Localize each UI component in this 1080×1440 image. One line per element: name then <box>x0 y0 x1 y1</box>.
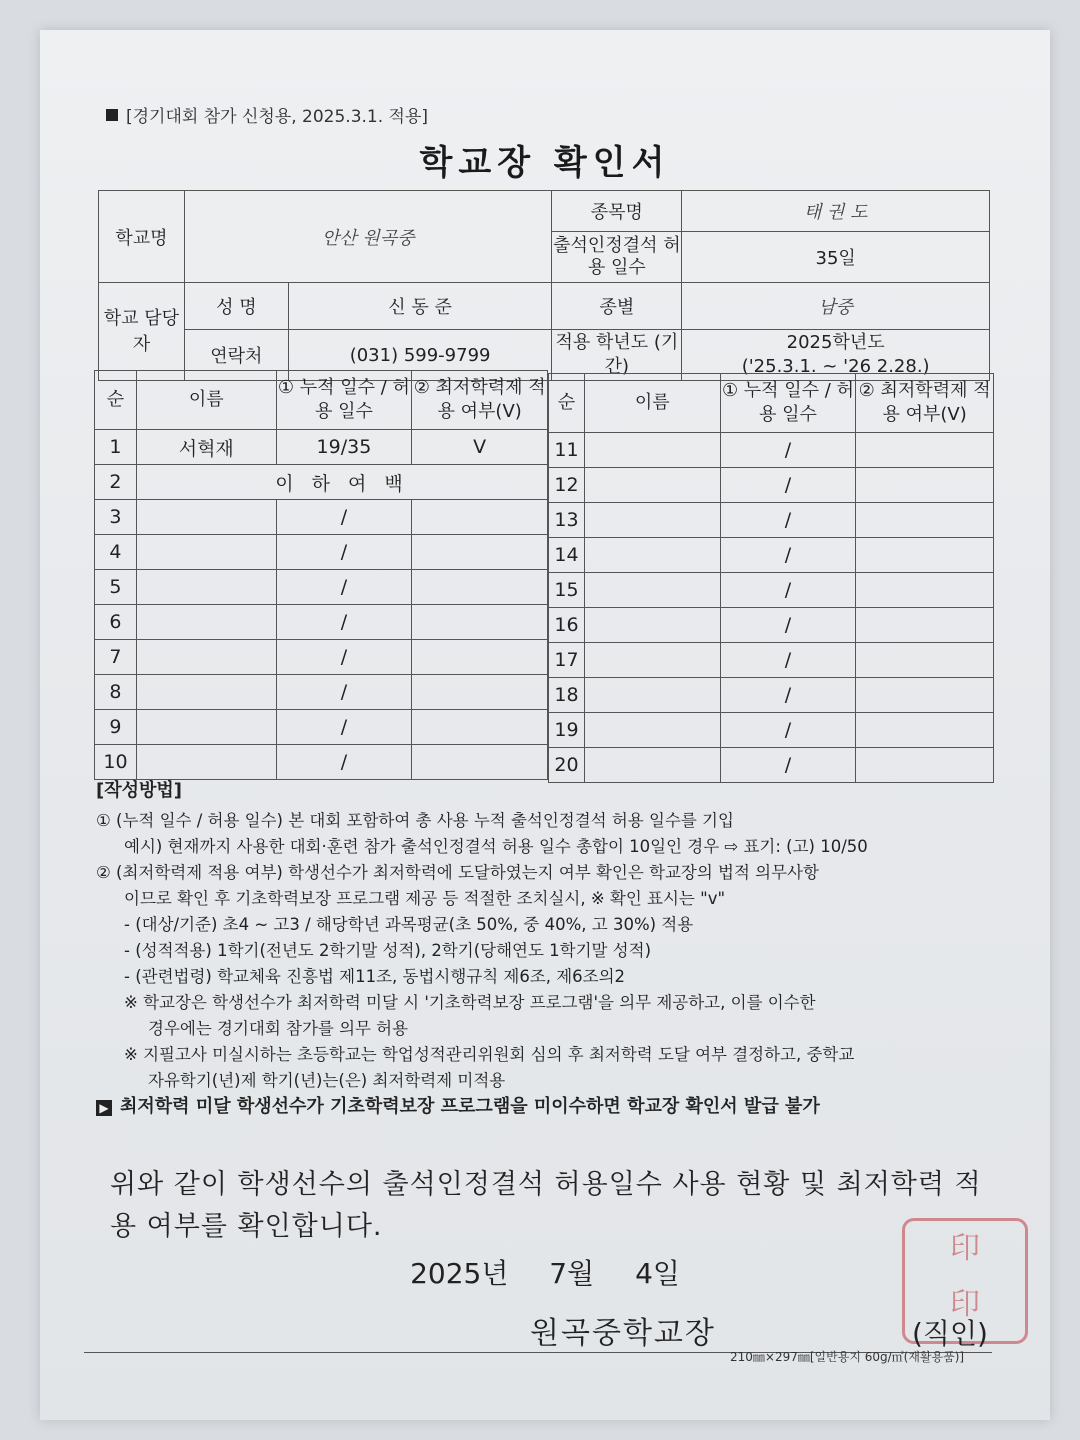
instruction-item-1-example: 예시) 현재까지 사용한 대회·훈련 참가 출석인정결석 허용 일수 총합이 10일인 경우 ⇨ 표기: (고) 10/50 <box>124 837 868 856</box>
form-note <box>106 102 428 127</box>
row-name <box>136 710 276 745</box>
row-no: 7 <box>95 640 137 675</box>
row-name <box>136 500 276 535</box>
col-days-header: ① 누적 일수 / 허용 일수 <box>276 371 412 430</box>
square-bullet-icon <box>106 109 118 121</box>
col-name-header: 이름 <box>136 371 276 430</box>
instruction-item-1: ① (누적 일수 / 허용 일수) 본 대회 포함하여 총 사용 누적 출석인정결석 허용 일수를 기입 <box>96 811 734 830</box>
issue-date <box>40 1252 1050 1292</box>
row-check <box>856 608 994 643</box>
row-days: / <box>720 608 856 643</box>
table-row <box>549 678 994 713</box>
instruction-item-2-cont: 이므로 확인 후 기초학력보장 프로그램 제공 등 적절한 조치실시, ※ 확인 표시는 "v" <box>124 889 726 908</box>
name-value: 신 동 준 <box>288 283 552 330</box>
notice <box>96 1094 996 1120</box>
row-no: 19 <box>549 713 585 748</box>
confirmation-text: 위와 같이 학생선수의 출석인정결석 허용일수 사용 현황 및 최저학력 적용 여부를 확인합니다. <box>110 1169 982 1242</box>
table-row <box>549 468 994 503</box>
table-row <box>95 465 548 500</box>
instruction-note-1-cont: 경우에는 경기대회 참가를 의무 허용 <box>148 1019 409 1038</box>
row-days: / <box>720 538 856 573</box>
row-name <box>136 570 276 605</box>
school-label: 학교명 <box>99 191 185 283</box>
row-no: 10 <box>95 745 137 780</box>
instruction-note-2-cont: 자유학기(년)제 학기(년)는(은) 최저학력제 미적용 <box>148 1071 506 1090</box>
instruction-note-2: ※ 지필고사 미실시하는 초등학교는 학업성적관리위원회 심의 후 최저학력 도달 여부 결정하고, 중학교 <box>124 1045 855 1064</box>
row-days: / <box>720 678 856 713</box>
row-check <box>856 713 994 748</box>
row-no: 9 <box>95 710 137 745</box>
row-name <box>584 608 720 643</box>
days-value: 35일 <box>682 232 990 283</box>
row-check <box>412 640 548 675</box>
contact-label: 연락처 <box>184 330 288 381</box>
row-check <box>412 675 548 710</box>
row-no: 17 <box>549 643 585 678</box>
row-no: 16 <box>549 608 585 643</box>
row-name <box>136 640 276 675</box>
row-name <box>136 675 276 710</box>
form-note-text: [경기대회 참가 신청용, 2025.3.1. 적용] <box>126 107 429 127</box>
student-list-right <box>548 373 994 783</box>
year-period: ('25.3.1. ~ '26 2.28.) <box>741 356 930 377</box>
document-sheet <box>40 30 1050 1420</box>
col-min-header: ② 최저학력제 적용 여부(V) <box>856 374 994 433</box>
table-row <box>95 745 548 780</box>
table-row <box>549 608 994 643</box>
sport-label: 종목명 <box>552 191 682 232</box>
row-days: / <box>720 713 856 748</box>
gender-label: 종별 <box>552 283 682 330</box>
table-row <box>549 503 994 538</box>
row-no: 4 <box>95 535 137 570</box>
row-name <box>584 538 720 573</box>
row-days: / <box>276 605 412 640</box>
col-no-header: 순 <box>549 374 585 433</box>
row-check <box>412 605 548 640</box>
instructions <box>96 778 996 1120</box>
paper-spec: 210㎜×297㎜[일반용지 60g/㎡(재활용품)] <box>730 1350 965 1364</box>
info-table <box>98 190 990 381</box>
row-no: 6 <box>95 605 137 640</box>
row-days: / <box>720 468 856 503</box>
row-check <box>412 500 548 535</box>
row-name <box>584 713 720 748</box>
gender-value: 남중 <box>682 283 990 330</box>
table-row <box>549 643 994 678</box>
row-no: 1 <box>95 430 137 465</box>
row-check <box>856 538 994 573</box>
row-days: / <box>720 433 856 468</box>
year-label: 적용 학년도 (기간) <box>552 330 682 381</box>
days-label: 출석인정결석 허용 일수 <box>552 232 682 283</box>
row-days: / <box>276 745 412 780</box>
year-value: 2025학년도 <box>786 332 885 353</box>
row-name <box>136 745 276 780</box>
row-check <box>856 433 994 468</box>
row-name <box>136 535 276 570</box>
instruction-item-2: ② (최저학력제 적용 여부) 학생선수가 최저학력에 도달하였는지 여부 확인은 학교장의 법적 의무사항 <box>96 863 819 882</box>
row-name <box>584 503 720 538</box>
table-row <box>549 713 994 748</box>
table-row <box>95 605 548 640</box>
table-row <box>95 710 548 745</box>
row-days: / <box>276 710 412 745</box>
row-name <box>584 573 720 608</box>
row-name <box>136 605 276 640</box>
instruction-sub-3: - (관련법령) 학교체육 진흥법 제11조, 동법시행규칙 제6조, 제6조의2 <box>124 967 626 986</box>
row-no: 15 <box>549 573 585 608</box>
col-days-header: ① 누적 일수 / 허용 일수 <box>720 374 856 433</box>
row-check <box>856 573 994 608</box>
row-days: / <box>720 643 856 678</box>
row-name <box>584 433 720 468</box>
row-days: / <box>276 675 412 710</box>
row-name <box>584 643 720 678</box>
table-row <box>95 570 548 605</box>
row-check: V <box>412 430 548 465</box>
row-check <box>412 745 548 780</box>
table-row <box>549 433 994 468</box>
row-check <box>856 503 994 538</box>
row-check <box>856 643 994 678</box>
row-check <box>412 570 548 605</box>
notice-text: 최저학력 미달 학생선수가 기초학력보장 프로그램을 미이수하면 학교장 확인서 발급 불가 <box>120 1096 820 1117</box>
row-no: 13 <box>549 503 585 538</box>
instruction-note-1: ※ 학교장은 학생선수가 최저학력 미달 시 '기초학력보장 프로그램'을 의무 제공하고, 이를 이수한 <box>124 993 816 1012</box>
row-no: 14 <box>549 538 585 573</box>
school-value: 안산 원곡중 <box>184 191 552 283</box>
row-no: 2 <box>95 465 137 500</box>
student-list-left <box>94 370 548 780</box>
table-row <box>549 573 994 608</box>
row-check <box>856 678 994 713</box>
row-no: 11 <box>549 433 585 468</box>
col-min-header: ② 최저학력제 적용 여부(V) <box>412 371 548 430</box>
row-no: 8 <box>95 675 137 710</box>
row-check <box>412 535 548 570</box>
row-name <box>584 678 720 713</box>
row-no: 12 <box>549 468 585 503</box>
row-days: / <box>720 748 856 783</box>
table-row <box>549 538 994 573</box>
date-month: 7월 <box>549 1257 595 1290</box>
seal-label: (직인) <box>912 1317 988 1350</box>
row-name: 서혁재 <box>136 430 276 465</box>
row-no: 5 <box>95 570 137 605</box>
row-name <box>584 468 720 503</box>
staff-label: 학교 담당자 <box>99 283 185 381</box>
date-year: 2025년 <box>410 1257 509 1290</box>
table-row <box>95 535 548 570</box>
col-no-header: 순 <box>95 371 137 430</box>
table-row <box>95 675 548 710</box>
row-days: / <box>720 573 856 608</box>
row-days: / <box>276 570 412 605</box>
official-seal-icon: 印 印 <box>902 1218 1028 1344</box>
instruction-sub-1: - (대상/기준) 초4 ~ 고3 / 해당학년 과목평균(초 50%, 중 40%, 고 30%) 적용 <box>124 915 694 934</box>
instructions-heading: [작성방법] <box>96 780 183 801</box>
row-days: / <box>720 503 856 538</box>
table-row <box>95 500 548 535</box>
row-check <box>856 468 994 503</box>
date-day: 4일 <box>635 1257 680 1290</box>
col-name-header: 이름 <box>584 374 720 433</box>
sport-value: 태 권 도 <box>682 191 990 232</box>
row-no: 3 <box>95 500 137 535</box>
row-no: 20 <box>549 748 585 783</box>
row-days: / <box>276 640 412 675</box>
name-label: 성 명 <box>184 283 288 330</box>
arrow-box-icon: ▶ <box>96 1100 112 1116</box>
table-row <box>95 640 548 675</box>
row-days: 19/35 <box>276 430 412 465</box>
row-days: / <box>276 500 412 535</box>
instruction-sub-2: - (성적적용) 1학기(전년도 2학기말 성적), 2학기(당해연도 1학기말 성적) <box>124 941 652 960</box>
signer: 원곡중학교장 <box>530 1316 716 1351</box>
contact-value: (031) 599-9799 <box>288 330 552 381</box>
row-name-blank-mark: 이 하 여 백 <box>136 465 547 500</box>
table-row <box>95 430 548 465</box>
row-no: 18 <box>549 678 585 713</box>
row-days: / <box>276 535 412 570</box>
row-check <box>412 710 548 745</box>
document-title: 학교장 확인서 <box>419 143 671 183</box>
